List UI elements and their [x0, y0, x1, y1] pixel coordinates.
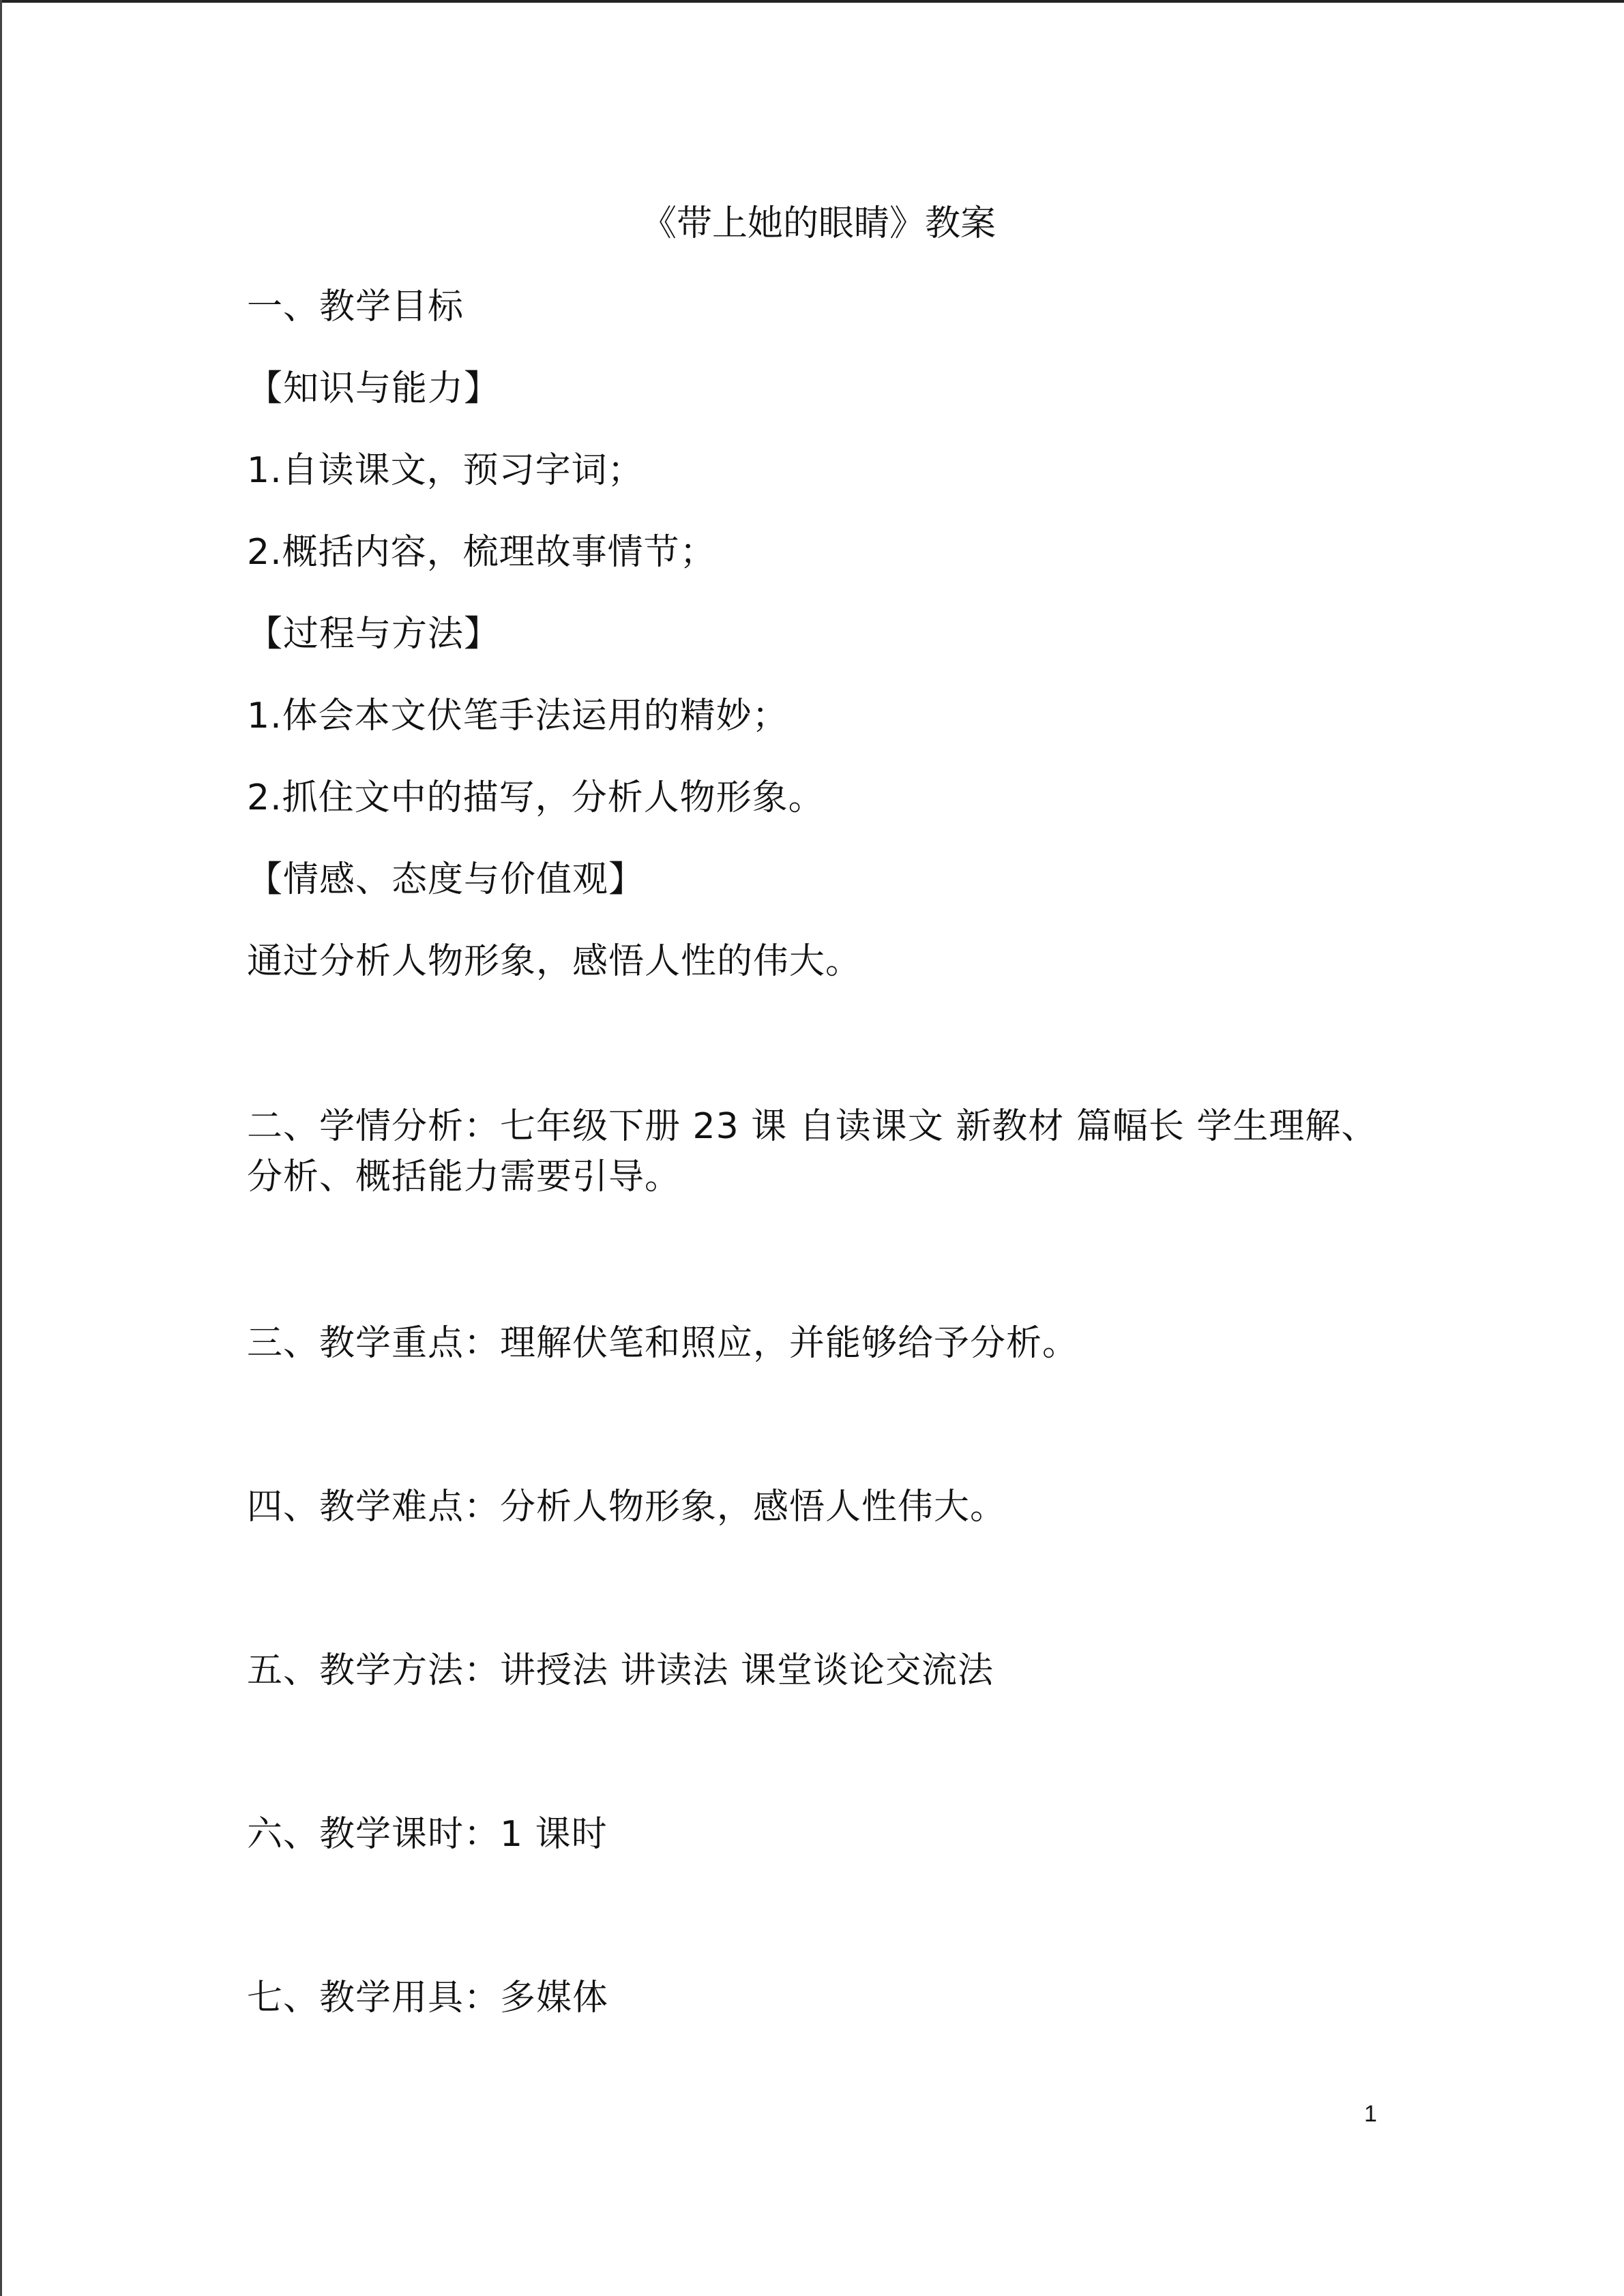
page-number: 1 [1364, 2101, 1377, 2127]
key-points: 三、教学重点：理解伏笔和照应，并能够给予分析。 [247, 1323, 1079, 1364]
objectives-heading: 一、教学目标 [247, 286, 464, 327]
student-analysis: 二、学情分析：七年级下册 23 课 自读课文 新教材 篇幅长 学生理解、分析、概括能力需要引导。 [247, 1106, 1378, 1197]
knowledge-heading: 【知识与能力】 [247, 368, 501, 409]
teaching-methods: 五、教学方法：讲授法 讲读法 课堂谈论交流法 [247, 1650, 994, 1691]
knowledge-item-2: 2.概括内容，梳理故事情节； [247, 532, 716, 573]
process-item-1: 1.体会本文伏笔手法运用的精妙； [247, 696, 788, 736]
difficult-points: 四、教学难点：分析人物形象，感悟人性伟大。 [247, 1487, 1007, 1527]
process-heading: 【过程与方法】 [247, 614, 501, 655]
knowledge-item-1: 1.自读课文，预习字词； [247, 450, 644, 491]
document-title: 《带上她的眼睛》教案 [640, 203, 996, 244]
emotion-heading: 【情感、态度与价值观】 [247, 859, 645, 900]
process-item-2: 2.抓住文中的描写，分析人物形象。 [247, 777, 825, 818]
class-hours: 六、教学课时：1 课时 [247, 1814, 608, 1855]
emotion-text: 通过分析人物形象，感悟人性的伟大。 [247, 941, 862, 982]
teaching-tools: 七、教学用具：多媒体 [247, 1978, 609, 2018]
